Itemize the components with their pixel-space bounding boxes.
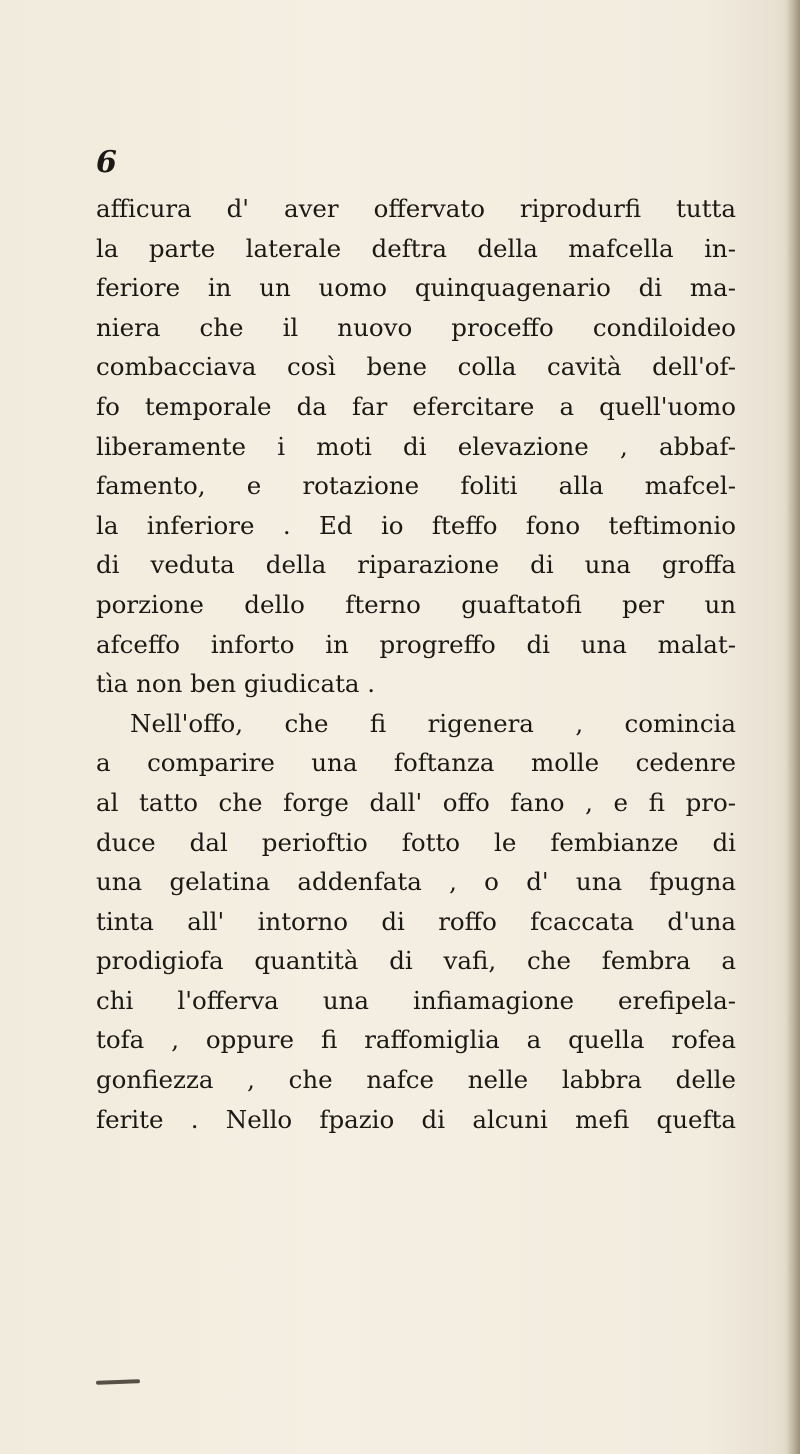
text-line: niera che il nuovo proceffo condiloideo xyxy=(96,312,736,342)
text-line: fo temporale da far efercitare a quell'uomo xyxy=(96,391,736,421)
text-line: al tatto che forge dall' offo fano , e fi pro- xyxy=(96,787,736,817)
text-line: liberamente i moti di elevazione , abbaf- xyxy=(96,431,736,461)
text-line: combacciava così bene colla cavità dell'of- xyxy=(96,352,736,382)
ink-mark xyxy=(96,1379,140,1385)
text-line: afficura d' aver offervato riprodurfi tutta xyxy=(96,194,736,223)
text-line: tofa , oppure fi raffomiglia a quella rofea xyxy=(96,1025,736,1055)
body-text xyxy=(96,189,736,1139)
text-line: la parte laterale deftra della mafcella in- xyxy=(96,233,736,263)
text-line: prodigiofa quantità di vafi, che fembra a xyxy=(96,946,736,976)
text-line: la inferiore . Ed io fteffo fono teftimonio xyxy=(96,510,736,540)
text-line: porzione dello fterno guaftatofi per un xyxy=(96,589,736,619)
page-number: 6 xyxy=(96,145,117,180)
text-line: gonfiezza , che nafce nelle labbra delle xyxy=(96,1065,736,1095)
text-line: tinta all' intorno di roffo fcaccata d'una xyxy=(96,906,736,936)
page-edge-shadow xyxy=(786,0,800,1454)
text-line-paragraph-end: tìa non ben giudicata . xyxy=(96,669,376,699)
text-line: di veduta della riparazione di una groffa xyxy=(96,550,736,580)
text-line: famento, e rotazione foliti alla mafcel- xyxy=(96,471,736,501)
text-line-paragraph-start: Nell'offo, che fi rigenera , comincia xyxy=(130,708,736,738)
text-line: afceffo inforto in progreffo di una malat- xyxy=(96,629,736,659)
text-line: a comparire una foftanza molle cedenre xyxy=(96,748,736,778)
text-line: una gelatina addenfata , o d' una fpugna xyxy=(96,867,736,897)
text-line: chi l'offerva una infiamagione erefipela- xyxy=(96,985,736,1015)
text-line: duce dal perioftio fotto le fembianze di xyxy=(96,827,736,857)
text-line: feriore in un uomo quinquagenario di ma- xyxy=(96,273,736,303)
text-line: ferite . Nello fpazio di alcuni mefi quefta xyxy=(96,1104,736,1134)
